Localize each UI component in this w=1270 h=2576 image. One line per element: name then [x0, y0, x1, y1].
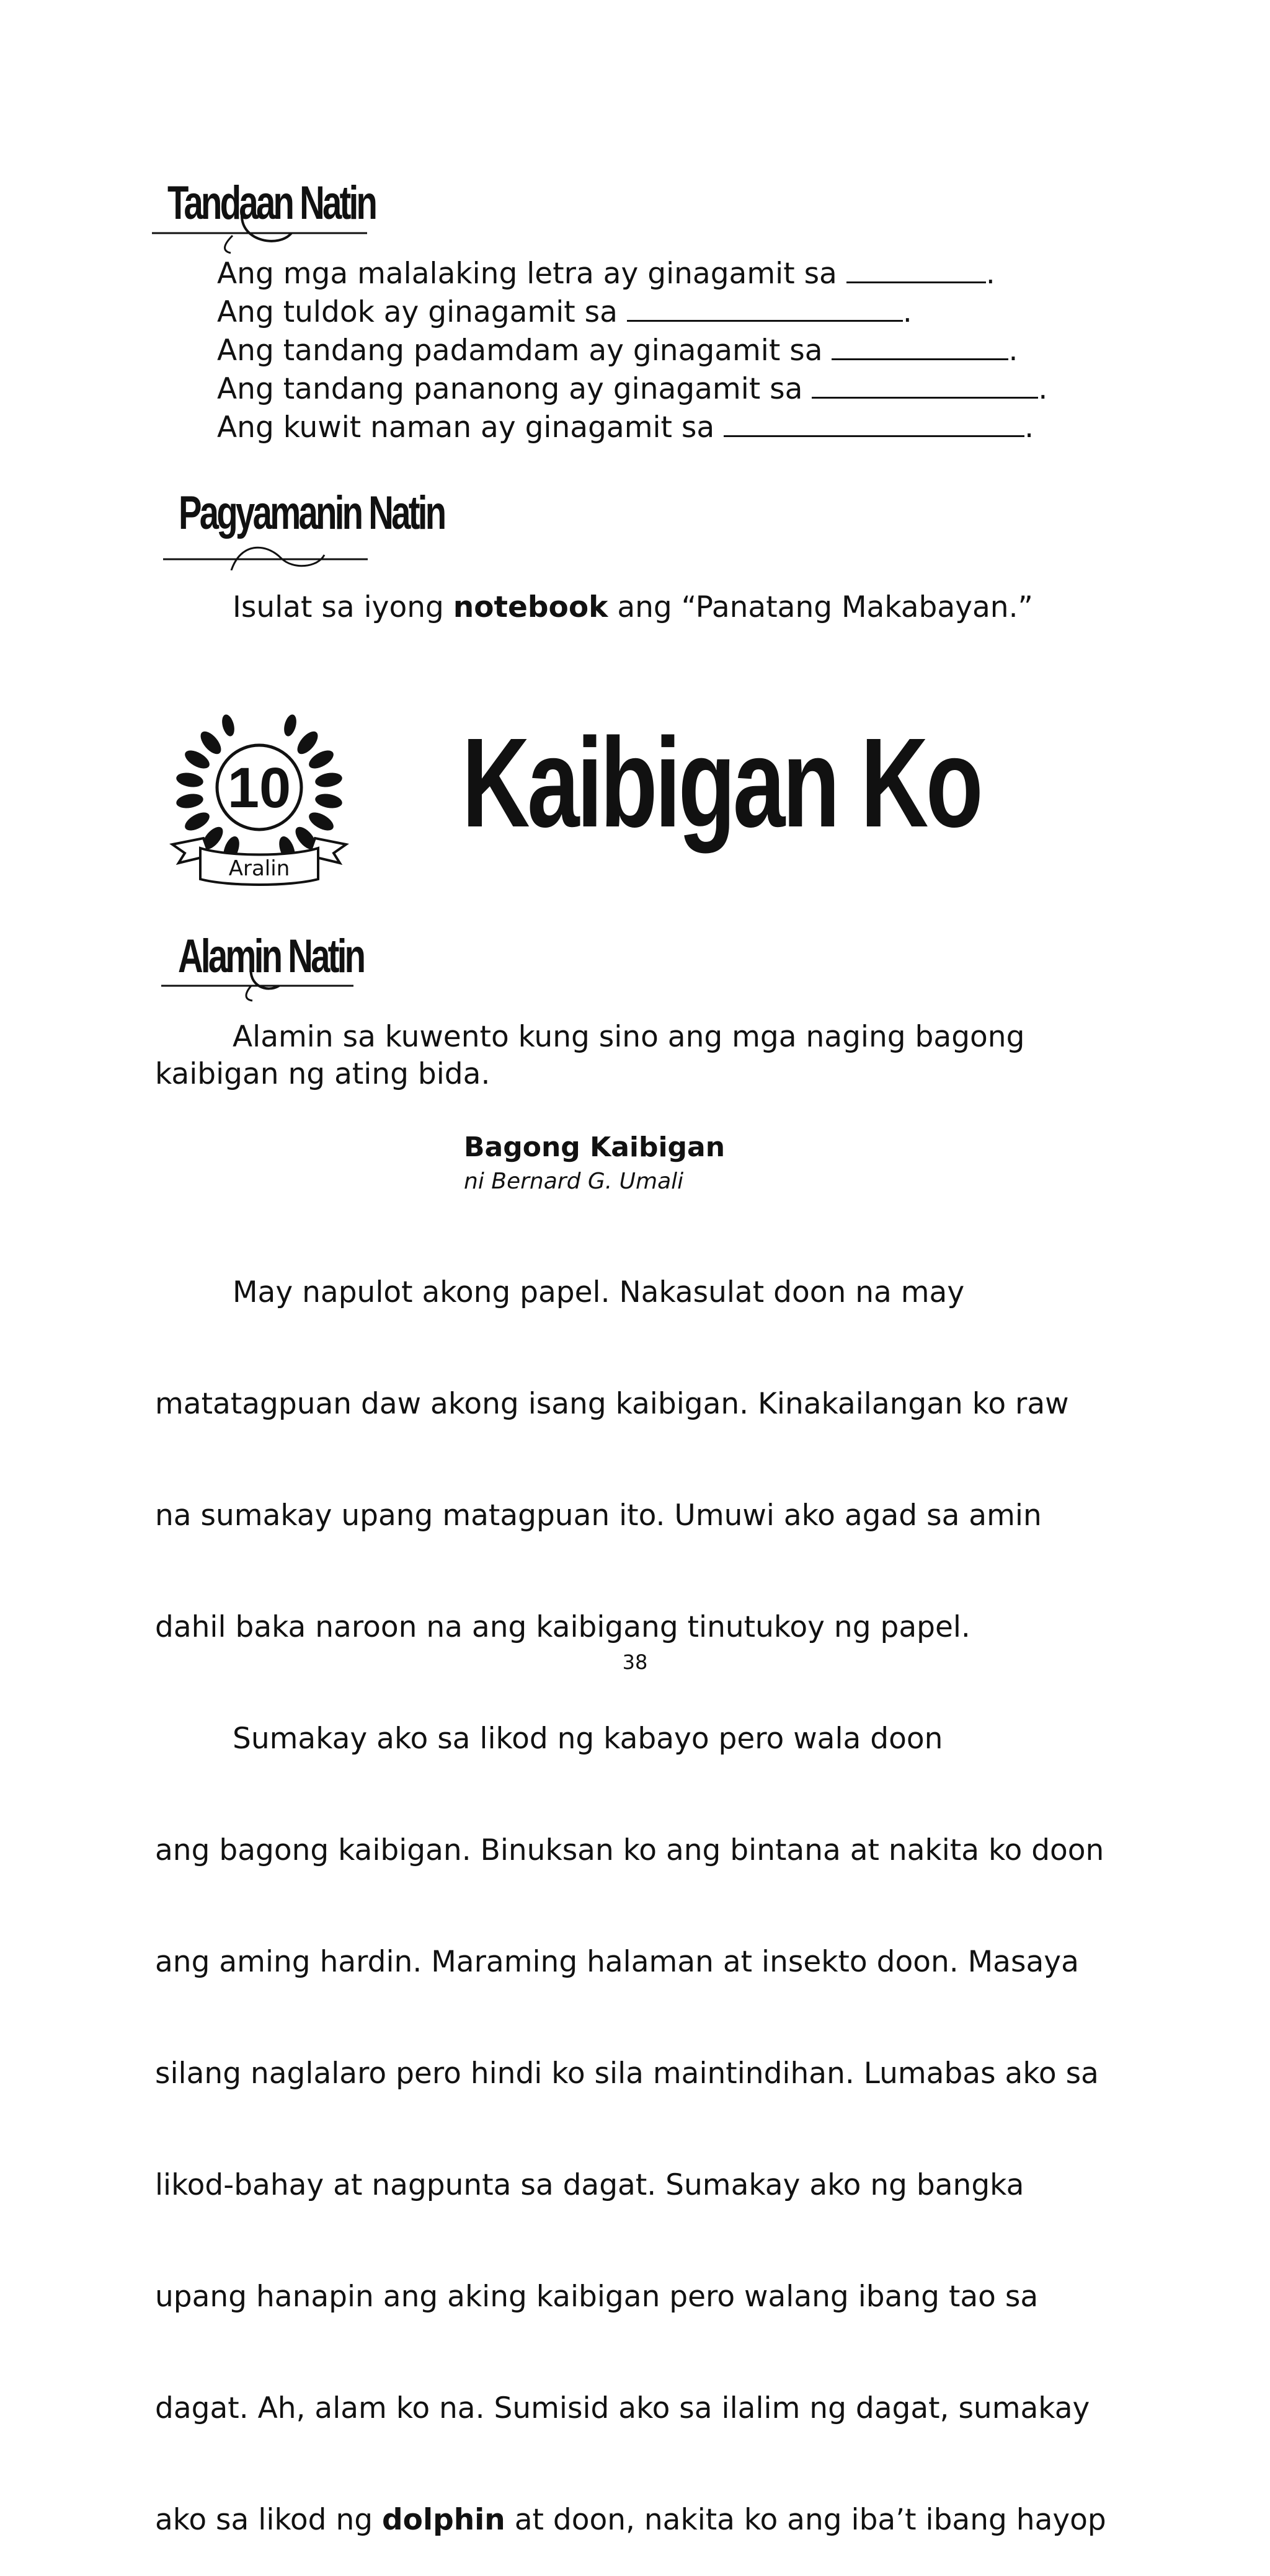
fill-line-text: Ang tandang padamdam ay ginagamit sa — [217, 334, 823, 368]
alamin-heading-text: Alamin Natin — [178, 930, 364, 983]
fill-line — [217, 293, 1047, 331]
intro-line: kaibigan ng ating bida. — [155, 1057, 491, 1091]
tandaan-heading-text: Tandaan Natin — [167, 177, 376, 229]
story-text: at doon, nakita ko ang iba’t ibang hayop — [514, 2503, 1106, 2537]
intro-line: Alamin sa kuwento kung sino ang mga naging bagong — [233, 1020, 1025, 1054]
story-bold-word: dolphin — [382, 2503, 505, 2537]
tandaan-heading — [149, 174, 376, 254]
story-line: matatagpuan daw akong isang kaibigan. Kinakailangan ko raw — [155, 1387, 1069, 1421]
story-line: dagat. Ah, alam ko na. Sumisid ako sa ilalim ng dagat, sumakay — [155, 2391, 1090, 2425]
answer-blank[interactable] — [846, 254, 986, 283]
fill-line-end: . — [902, 295, 912, 329]
story-line: na sumakay upang matagpuan ito. Umuwi ako agad sa amin — [155, 1498, 1042, 1533]
story-line: May napulot akong papel. Nakasulat doon na may — [233, 1275, 965, 1309]
fill-line-end: . — [1024, 410, 1034, 445]
alamin-intro — [155, 1019, 1024, 1093]
fill-line-text: Ang tandang pananong ay ginagamit sa — [217, 372, 803, 406]
story-line: ang aming hardin. Maraming halaman at insekto doon. Masaya — [155, 1945, 1079, 1979]
story-line: silang naglalaro pero hindi ko sila maintindihan. Lumabas ako sa — [155, 2056, 1099, 2091]
story-title: Bagong Kaibigan — [464, 1131, 726, 1163]
answer-blank[interactable] — [832, 331, 1008, 360]
instruction-bold-word: notebook — [453, 590, 608, 624]
lesson-ribbon-label: Aralin — [228, 856, 290, 881]
page-number: 38 — [622, 1650, 648, 1674]
lesson-title: Kaibigan Ko — [462, 712, 981, 854]
fill-line — [217, 370, 1047, 408]
story-line: ang bagong kaibigan. Binuksan ko ang bintana at nakita ko doon — [155, 1833, 1104, 1867]
pagyamanin-heading-text: Pagyamanin Natin — [179, 487, 445, 539]
pagyamanin-instruction — [233, 589, 1033, 626]
fill-line — [217, 408, 1047, 446]
answer-blank[interactable] — [627, 293, 903, 322]
fill-line — [217, 254, 1047, 293]
fill-line-text: Ang mga malalaking letra ay ginagamit sa — [217, 257, 837, 291]
fill-line-end: . — [1008, 334, 1018, 368]
story-text: ako sa likod ng — [155, 2503, 373, 2537]
tandaan-fill-lines — [217, 254, 1047, 446]
story-author: ni Bernard G. Umali — [464, 1169, 684, 1194]
story-line-last — [155, 2502, 1106, 2539]
fill-line-end: . — [985, 257, 995, 291]
story-body — [155, 1200, 1106, 2576]
story-line: dahil baka naroon na ang kaibigang tinutukoy ng papel. — [155, 1610, 970, 1644]
fill-line-text: Ang kuwit naman ay ginagamit sa — [217, 410, 715, 445]
lesson-badge — [166, 701, 352, 899]
fill-line — [217, 331, 1047, 370]
pagyamanin-heading — [160, 484, 445, 564]
story-line: likod-bahay at nagpunta sa dagat. Sumakay ako ng bangka — [155, 2168, 1024, 2202]
instruction-text: Isulat sa iyong — [233, 590, 444, 624]
instruction-text: ang “Panatang Makabayan.” — [617, 590, 1033, 624]
fill-line-text: Ang tuldok ay ginagamit sa — [217, 295, 618, 329]
story-line: Sumakay ako sa likod ng kabayo pero wala doon — [233, 1722, 943, 1756]
answer-blank[interactable] — [724, 408, 1024, 437]
lesson-number: 10 — [227, 756, 291, 820]
alamin-heading — [158, 924, 381, 1004]
fill-line-end: . — [1038, 372, 1048, 406]
story-line: upang hanapin ang aking kaibigan pero walang ibang tao sa — [155, 2280, 1039, 2314]
answer-blank[interactable] — [812, 370, 1038, 399]
